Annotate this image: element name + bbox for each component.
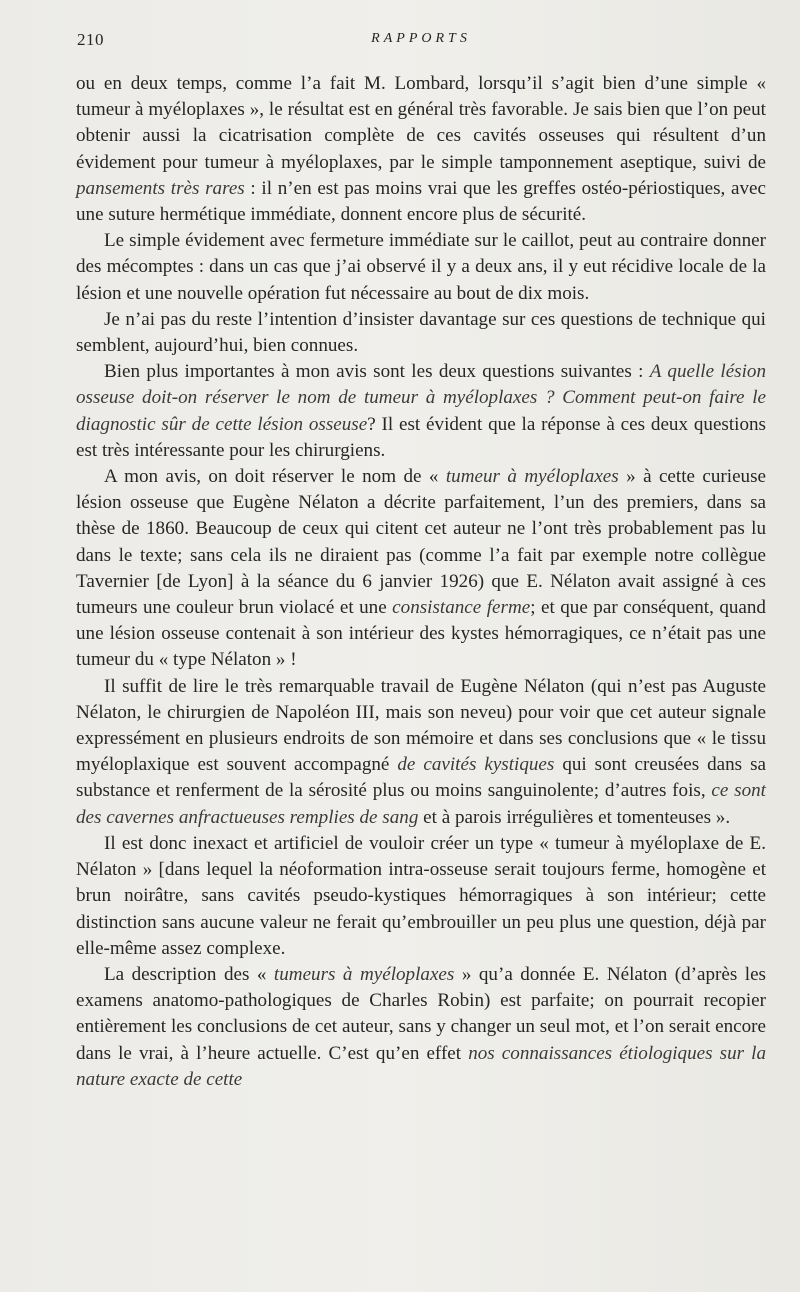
paragraph — [76, 71, 766, 228]
paragraph — [76, 359, 766, 464]
body-text — [76, 71, 766, 1093]
italic-text: tumeur à myéloplaxes — [445, 466, 619, 488]
text-run: qui sont creusées dans sa substance et renferment de la sérosité plus ou moins sanguinolente; d’autres fois, — [76, 754, 766, 802]
italic-text: A quelle lésion osseuse doit-on réserver le nom de tumeur à myéloplaxes ? Comment peut-on faire le diagnostic sûr de cette lésion osseuse — [76, 361, 766, 435]
text-run: Il est donc inexact et artificiel de vouloir créer un type « tumeur à myéloplaxe de E. Nélaton » [dans lequel la néoformation intra-osseuse serait toujours ferme, homogène et brun noirâtre, sans cavités pseudo-kystiques hémorragiques à son intérieur; cette distinction sans aucune valeur ne ferait qu’embrouiller un peu plus une question, déjà par elle-même assez complexe. — [76, 832, 766, 959]
text-run: Je n’ai pas du reste l’intention d’insister davantage sur ces questions de technique qui semblent, aujourd’hui, bien connues. — [76, 308, 766, 357]
italic-text: consistance ferme — [392, 597, 531, 619]
text-run: A mon avis, on doit réserver le nom de « — [104, 466, 446, 488]
italic-text: nos connaissances étiologiques sur la nature exacte de cette — [76, 1042, 766, 1090]
paragraph — [76, 831, 766, 962]
page-header — [77, 30, 765, 52]
running-title: RAPPORTS — [371, 31, 471, 46]
text-run: Le simple évidement avec fermeture immédiate sur le caillot, peut au contraire donner des mécomptes : dans un cas que j’ai observé il y a deux ans, il y eut récidive locale de la lésion et une nouvelle opération fut nécessaire au bout de dix mois. — [76, 230, 766, 304]
text-run: ; et que par conséquent, quand une lésion osseuse contenait à son intérieur des kystes hémorragiques, ce n’était pas une tumeur du « type Nélaton » ! — [76, 597, 766, 671]
italic-text: tumeurs à myéloplaxes — [273, 963, 455, 985]
paragraph — [76, 228, 766, 307]
italic-text: de cavités kystiques — [397, 754, 555, 776]
paragraph — [76, 674, 766, 831]
italic-text: pansements très rares — [76, 177, 245, 199]
text-run: ? Il est évident que la réponse à ces deux questions est très intéressante pour les chirurgiens. — [76, 413, 766, 461]
text-run: : il n’en est pas moins vrai que les greffes ostéo-périostiques, avec une suture hermétique immédiate, donnent encore plus de sécurité. — [76, 177, 766, 226]
text-run: et à parois irrégulières et tomenteuses ». — [418, 806, 731, 828]
paragraph — [76, 307, 766, 359]
text-run: La description des « — [104, 963, 274, 985]
paragraph — [76, 962, 766, 1093]
paragraph — [76, 464, 766, 674]
page-number: 210 — [77, 30, 104, 49]
italic-text: ce sont des cavernes anfractueuses remplies de sang — [76, 780, 766, 828]
text-run: Bien plus importantes à mon avis sont les deux questions suivantes : — [104, 361, 650, 383]
text-run: ou en deux temps, comme l’a fait M. Lombard, lorsqu’il s’agit bien d’une simple « tumeur à myéloplaxes », le résultat est en général très favorable. Je sais bien que l’on peut obtenir aussi la cicatrisation complète de ces cavités osseuses qui résultent d’un évidement pour tumeur à myéloplaxes, par le simple tamponnement aseptique, suivi de — [76, 73, 766, 173]
text-run: Il suffit de lire le très remarquable travail de Eugène Nélaton (qui n’est pas Auguste Nélaton, le chirurgien de Napoléon III, mais son neveu) pour voir que cet auteur signale expressément en plusieurs endroits de son mémoire et dans ses conclusions que « le tissu myéloplaxique est souvent accompagné — [76, 675, 766, 776]
text-run: » qu’a donnée E. Nélaton (d’après les examens anatomo-pathologiques de Charles Robin) est parfaite; on pourrait recopier entièrement les conclusions de cet auteur, sans y changer un seul mot, et l’on serait encore dans le vrai, à l’heure actuelle. C’est qu’en effet — [76, 963, 766, 1064]
text-run: » à cette curieuse lésion osseuse que Eugène Nélaton a décrite parfaitement, l’un des premiers, dans sa thèse de 1860. Beaucoup de ceux qui citent cet auteur ne l’ont très probablement pas lu dans le texte; sans cela ils ne diraient pas (comme l’a fait par exemple notre collègue Tavernier [de Lyon] à la séance du 6 janvier 1926) que E. Nélaton avait assigné à ces tumeurs une couleur brun violacé et une — [76, 466, 767, 619]
